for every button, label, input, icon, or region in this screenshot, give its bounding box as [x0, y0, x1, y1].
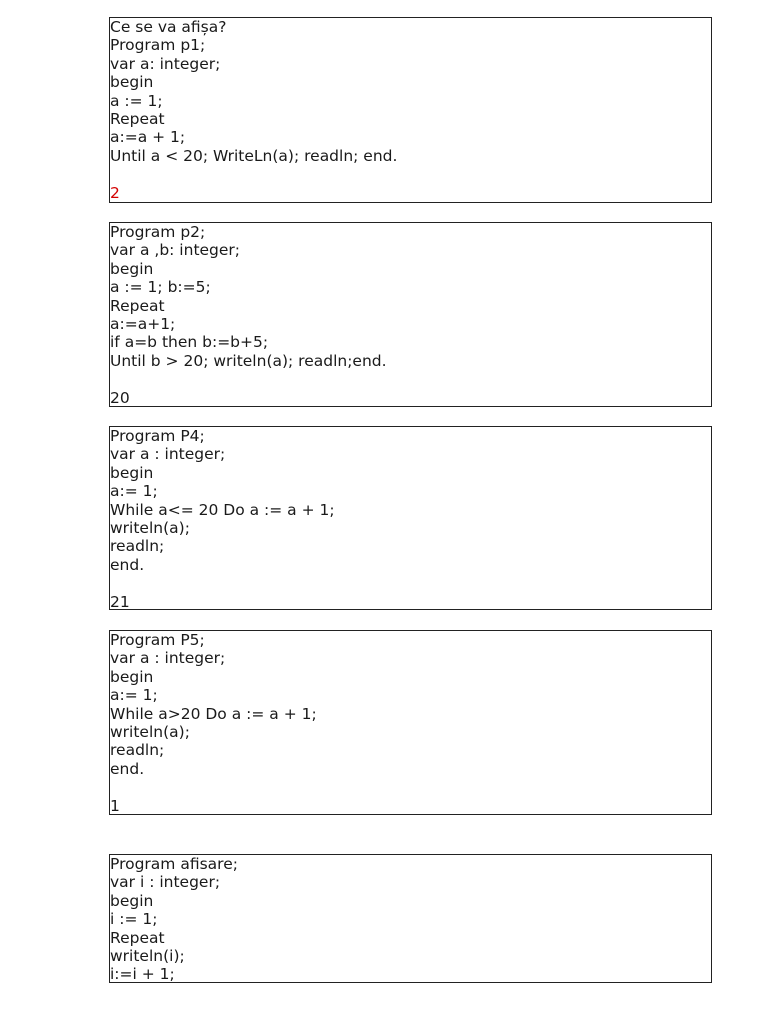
code-line: begin	[110, 667, 154, 686]
code-line: While a<= 20 Do a := a + 1;	[110, 500, 335, 519]
code-block-p5	[109, 630, 712, 815]
code-line: begin	[110, 463, 154, 482]
code-line: begin	[110, 73, 154, 92]
code-line: Repeat	[110, 296, 165, 315]
blank-line	[110, 370, 711, 388]
code-line: a:=a + 1;	[110, 128, 186, 147]
code-line: begin	[110, 259, 154, 278]
code-line: if a=b then b:=b+5;	[110, 333, 269, 352]
code-line: begin	[110, 891, 154, 910]
code-line: var a ,b: integer;	[110, 241, 241, 260]
code-line: Until b > 20; writeln(a); readln;end.	[110, 351, 387, 370]
code-block-afisare	[109, 854, 712, 983]
code-line: writeln(i);	[110, 946, 185, 965]
code-block-p4	[109, 426, 712, 610]
code-line: i := 1;	[110, 910, 158, 929]
code-line: var a : integer;	[110, 649, 226, 668]
code-line: Program P4;	[110, 427, 205, 445]
code-line: Program P5;	[110, 631, 205, 649]
blank-line	[110, 165, 711, 183]
code-line: var a : integer;	[110, 445, 226, 464]
code-line: readln;	[110, 537, 165, 556]
code-line: a := 1;	[110, 91, 163, 110]
answer-text: 20	[110, 388, 130, 407]
code-line: a:= 1;	[110, 686, 158, 705]
code-line: While a>20 Do a := a + 1;	[110, 704, 317, 723]
code-block-p2	[109, 222, 712, 407]
code-line: Program afisare;	[110, 855, 238, 873]
code-line: Repeat	[110, 928, 165, 947]
blank-line	[110, 778, 711, 796]
code-line: a:= 1;	[110, 482, 158, 501]
code-line: end.	[110, 759, 145, 778]
answer-text: 2	[110, 183, 120, 202]
code-block-p1	[109, 17, 712, 203]
code-line: Until a < 20; WriteLn(a); readln; end.	[110, 146, 398, 165]
code-line: a := 1; b:=5;	[110, 278, 211, 297]
code-line: var i : integer;	[110, 873, 221, 892]
answer-text: 21	[110, 592, 130, 611]
code-line: writeln(a);	[110, 722, 190, 741]
code-line: var a: integer;	[110, 54, 221, 73]
code-line: Program p2;	[110, 223, 206, 241]
code-line: Repeat	[110, 109, 165, 128]
answer-text: 1	[110, 796, 120, 815]
code-line: i:=i + 1;	[110, 965, 175, 984]
code-line: Program p1;	[110, 36, 206, 55]
question-line: Ce se va afișa?	[110, 18, 227, 36]
code-line: readln;	[110, 741, 165, 760]
code-line: writeln(a);	[110, 518, 190, 537]
blank-line	[110, 574, 711, 592]
code-line: end.	[110, 555, 145, 574]
code-line: a:=a+1;	[110, 314, 176, 333]
